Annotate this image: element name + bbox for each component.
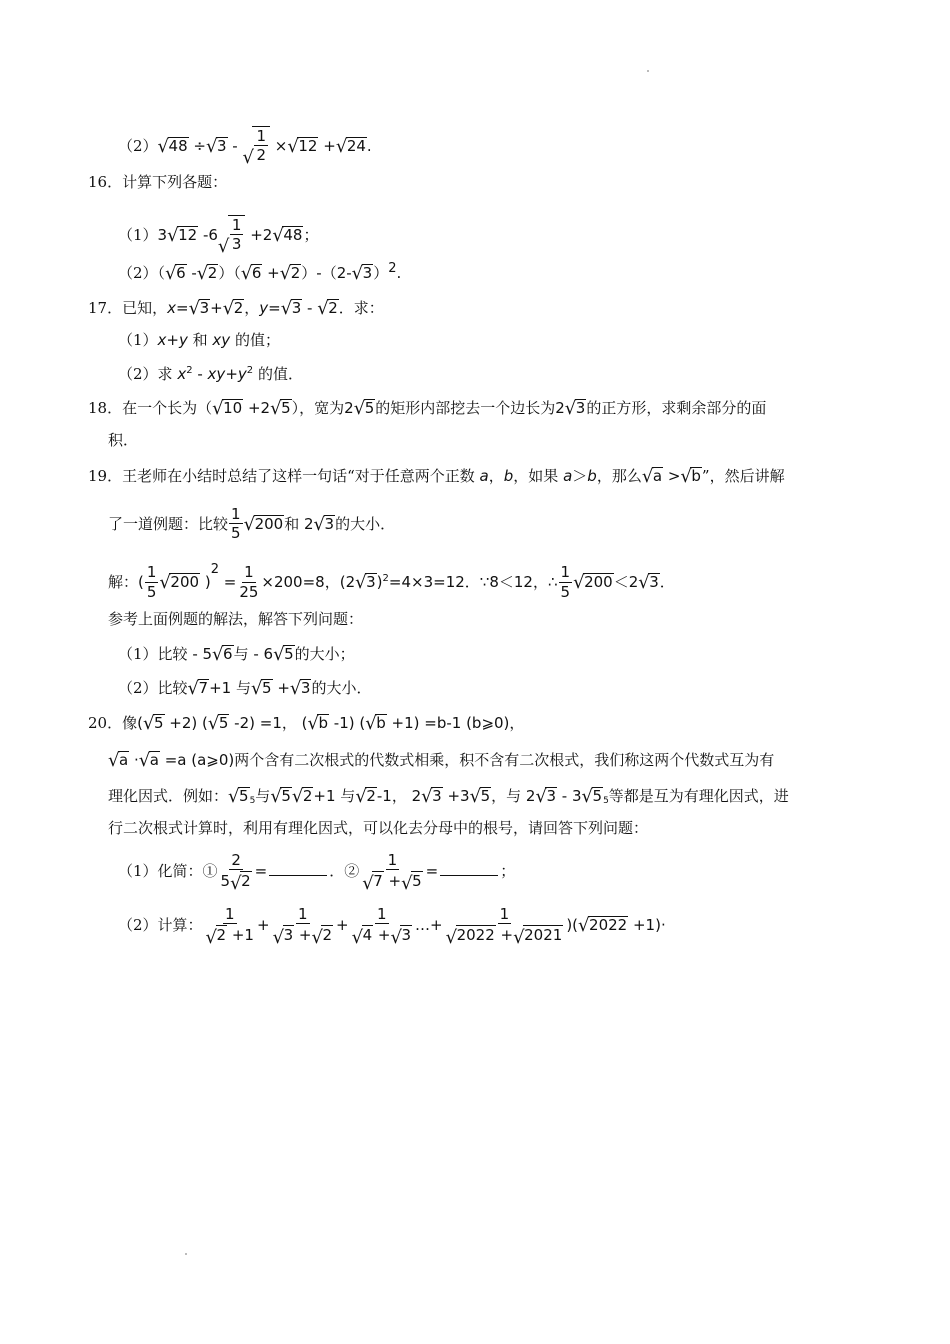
q17-part2: （2）求 $x^2 - xy+y^2$ 的值． xyxy=(118,365,303,383)
q19-line2: 了一道例题：比较 $\frac{1}{5}$ √ 200和 2√ 3的大小． xyxy=(108,506,395,543)
q20-line1: 20．像(√ 5 +2) (√ 5 -2) =1， (√ b -1) (√ b +1) =b-1 (b⩾0)， xyxy=(88,714,524,731)
q19-solution-expression: ( $\frac{1}{5}$ √ 200 )$^2$ = $\frac{1}{25}$ ×200=8，(2√ 3)$^2$=4×3=12．∵8＜12，∴ $\frac{1}{5}$ √ 200＜2√ 3． xyxy=(138,573,675,591)
q19-reference: 参考上面例题的解法，解答下列问题： xyxy=(108,610,364,628)
answer-blank-1[interactable] xyxy=(269,863,327,876)
q19-line1: 19．王老师在小结时总结了这样一句话“对于任意两个正数 a，b，如果 a＞b，那么√ a >√ b”，然后讲解 xyxy=(88,467,785,484)
q18-line2: 积． xyxy=(108,431,139,449)
q20-sum-expression: 1 √ 2 +1 + 1 √ 3 +√ 2 + 1 √ 4 +√ 3 …+ 1 √ 2022 +√ 2021 )(√ 2022 +1)· xyxy=(203,916,666,934)
q16-p1-expression: 3√ 12 -6 √ $\frac{1}{3}$ +2√ 48； xyxy=(158,226,319,244)
q16-part2: （2）（√ 6 -√ 2）（√ 6 +√ 2）-（2-√ 3）$^2$. xyxy=(118,262,401,281)
q18-line1: 18．在一个长为（√ 10 +2√ 5），宽为2√ 5的矩形内部挖去一个边长为2√ 3的正方形，求剩余部分的面 xyxy=(88,399,766,416)
q15-expression: √ 48 ÷√ 3 - √ $\frac{1}{2}$ ×√ 12 +√ 24. xyxy=(158,137,372,155)
q20-line4: 行二次根式计算时，利用有理化因式，可以化去分母中的根号，请回答下列问题： xyxy=(108,819,649,837)
answer-blank-2[interactable] xyxy=(440,863,498,876)
q19-part2: （2）比较√ 7+1 与√ 5 +√ 3的大小． xyxy=(118,679,371,696)
q17-given: x=√ 3+√ 2，y=√ 3 - √ 2 xyxy=(167,299,339,317)
scan-speck xyxy=(185,1253,187,1255)
q16-part1: （1）3√ 12 -6 √ $\frac{1}{3}$ +2√ 48； xyxy=(118,215,318,254)
q15-part2: （2）√ 48 ÷√ 3 - √ $\frac{1}{2}$ ×√ 12 +√ 24. xyxy=(118,126,372,165)
q19-solution: 解：( $\frac{1}{5}$ √ 200 )$^2$ = $\frac{1}{25}$ ×200=8，(2√ 3)$^2$=4×3=12．∵8＜12，∴ $\frac{1}{5}$ √ 200＜2√ 3． xyxy=(108,563,675,601)
q16-p2-expression: （√ 6 -√ 2）（√ 6 +√ 2）-（2-√ 3）$^2$. xyxy=(158,264,402,282)
q20-part2: （2）计算： 1 √ 2 +1 + 1 √ 3 +√ 2 + 1 √ 4 +√ 3 …+ 1 √ 2022 +√ 2021 )(√ 2022 +1)· xyxy=(118,906,666,945)
q20-line2: √ a ·√ a =a (a⩾0)两个含有二次根式的代数式相乘，积不含有二次根式，我们称这两个代数式互为有 xyxy=(108,751,774,768)
q16-title: 16．计算下列各题： xyxy=(88,173,228,191)
q20-line3: 理化因式．例如：√ $5_5$与√ 5√ 2+1 与√ 2-1， 2√ 3 +3√ 5，与 2√ 3 - 3√ $5_5$等都是互为有理化因式，进 xyxy=(108,787,789,806)
q17-part1: （1）x+y 和 xy 的值； xyxy=(118,331,280,349)
q17-title: 17．已知，x=√ 3+√ 2，y=√ 3 - √ 2．求： xyxy=(88,299,384,316)
q19-part1: （1）比较 - 5√ 6与 - 6√ 5的大小； xyxy=(118,645,355,662)
q20-part1: （1）化简：① $\frac{2}{5√ 2}$ = ．② 1 √ 7 +√ 5 = ； xyxy=(118,852,515,891)
scan-speck xyxy=(647,70,649,72)
q20-examples: (√ 5 +2) (√ 5 -2) =1， (√ b -1) (√ b +1) =b-1 (b⩾0)， xyxy=(137,714,524,732)
